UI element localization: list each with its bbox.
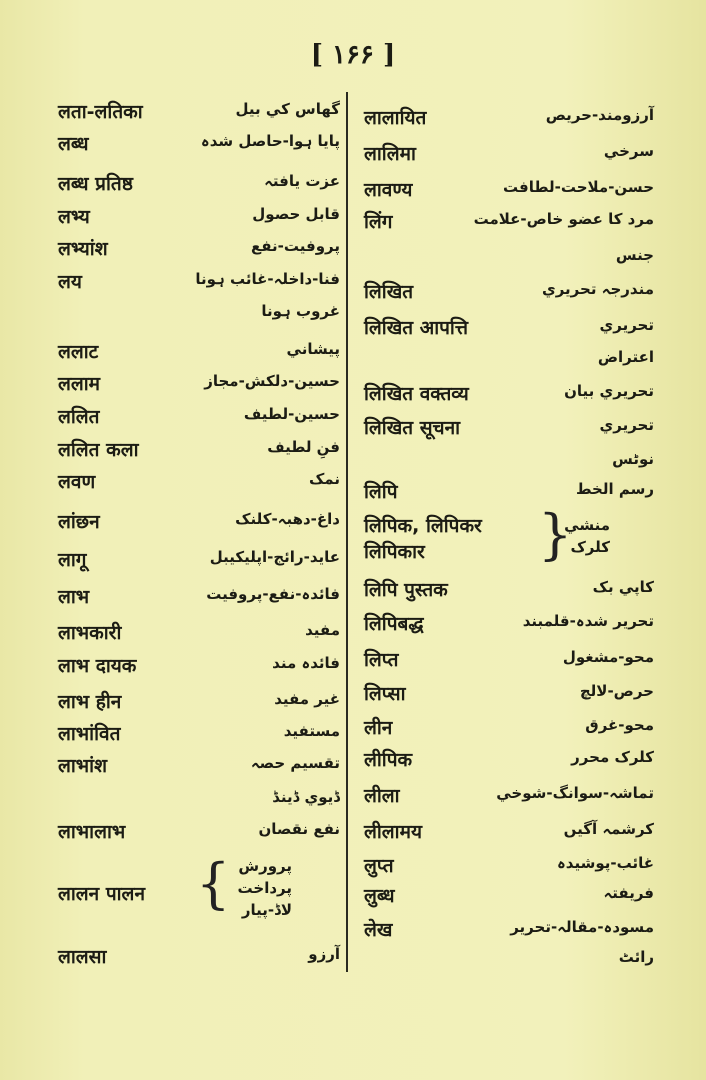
headword: लाभ [58,586,90,608]
headword: लिंग [364,211,393,233]
entry-row [58,688,340,718]
gloss: مسودہ-مقالہ-تحرير [510,918,654,936]
gloss: کرشمہ آگيں [563,820,654,838]
headword: ललाट [58,341,99,363]
gloss: ڈيوي ڈينڈ [272,788,340,806]
headword: लिप्सा [364,683,406,705]
gloss: اعتراض [597,348,654,366]
gloss-line: پرورش [238,857,292,875]
entry-row [58,752,340,782]
entry-row [364,852,654,882]
gloss: آرزو [308,945,340,963]
headword: लभ्य [58,206,90,228]
entry-row [364,782,654,812]
headword: लीलामय [364,821,422,843]
headword: लांछन [58,511,100,533]
gloss-line: منشي [564,516,610,534]
entry-row [58,583,340,613]
entry-row [364,680,654,710]
entry-row [364,714,654,744]
gloss: تحريري [599,316,654,334]
entry-row [364,916,654,946]
gloss: محو-غرق [585,716,654,734]
headword: लाभकारी [58,622,122,644]
brace-lipik: } [538,503,573,566]
lalan-palan-glosses [222,857,292,923]
headword: लब्ध [58,133,89,155]
gloss: محو-مشغول [562,648,654,666]
headword: ललाम [58,373,101,395]
entry-row [364,576,654,606]
gloss: حسن-ملاحت-لطافت [503,178,654,196]
headword: लवण [58,471,96,493]
headword: लाभ हीन [58,691,122,713]
gloss: حسين-دلکش-مجاز [204,372,340,390]
gloss: فنِ لطيف [267,438,340,456]
headword: लाभालाभ [58,821,126,843]
entry-row [364,610,654,640]
entry-row [364,278,654,308]
headword: लिप्त [364,649,399,671]
entry-row [364,414,654,444]
entry-row [364,478,654,508]
gloss: فائدہ مند [272,654,340,672]
headword: लाभ दायक [58,655,137,677]
gloss: حرص-لالچ [579,682,654,700]
headword: लिपि [364,481,398,503]
gloss-line: لاڈ-پيار [241,901,292,919]
gloss: جنس [615,246,654,264]
gloss: غروب ہونا [261,302,340,320]
entry-row [58,370,340,400]
headword: लिपिकार [364,541,425,563]
headword: लिपिक, लिपिकर [364,515,482,537]
headword: लुप्त [364,855,394,877]
gloss: گھاس کي بيل [235,100,340,118]
entry-row [364,346,654,376]
gloss: کلرک محرر [571,748,654,766]
entry-row [58,235,340,265]
entry-row [58,403,340,433]
entry-row [364,314,654,344]
headword: लिपि पुस्तक [364,579,448,601]
entry-row [58,268,340,298]
headword: लाभांवित [58,723,121,745]
headword: लालिमा [364,143,416,165]
entry-row [58,652,340,682]
entry-row [58,436,340,466]
gloss: کاپي بک [592,578,654,596]
headword: लीन [364,717,393,739]
entry-row [364,208,654,238]
page-number: [ ۱۶۶ ] [310,40,396,70]
gloss: عزت يافتہ [264,172,340,190]
gloss-line: پرداخت [237,879,292,897]
entry-row [364,646,654,676]
entry-row [364,140,654,170]
entry-row [58,818,340,848]
entry-row [364,244,654,274]
entry-row [58,203,340,233]
entry-row [58,170,340,200]
gloss: نوٹس [612,450,654,468]
gloss: نفع نقصان [258,820,340,838]
entry-row [364,104,654,134]
entry-row [58,786,340,816]
gloss: مندرجہ تحريري [541,280,654,298]
gloss: پيشاني [286,340,340,358]
entry-row [58,468,340,498]
gloss: عايد-رائج-اپلیکیبل [209,548,340,566]
gloss: تحريري [599,416,654,434]
gloss: قابل حصول [252,205,340,223]
entry-row [364,176,654,206]
headword: लय [58,271,82,293]
gloss: حسين-لطيف [243,405,340,423]
gloss: پروفيت-نفع [250,237,340,255]
headword: लीपिक [364,749,413,771]
headword: लेख [364,919,393,941]
gloss: مرد کا عضو خاص-علامت [473,210,654,228]
headword: लुब्ध [364,885,395,907]
headword: लता-लतिका [58,101,143,123]
entry-row [364,818,654,848]
headword: लब्ध प्रतिष्ठ [58,173,133,195]
headword: ललित [58,406,100,428]
gloss-line: کلرک [570,538,610,556]
gloss: رسم الخط [575,480,654,498]
entry-row [364,746,654,776]
headword: लीला [364,785,400,807]
entry-row [58,130,340,160]
headword: लिखित सूचना [364,417,461,439]
gloss: تقسيم حصہ [250,754,340,772]
gloss: سرخي [603,142,654,160]
column-divider [346,92,348,972]
headword: ललित कला [58,439,139,461]
gloss: آرزومند-حريص [545,106,654,124]
entry-row [364,448,654,478]
entry-row [58,98,340,128]
entry-row [58,720,340,750]
brace-lalan-palan: { [196,852,231,915]
gloss: فريفتہ [603,884,654,902]
gloss: فنا-داخلہ-غائب ہونا [195,270,340,288]
gloss: مستفيد [283,722,340,740]
gloss: غير مفيد [274,690,340,708]
entry-row [364,380,654,410]
entry-row [58,508,340,538]
gloss: غائب-پوشيدہ [557,854,654,872]
gloss: تحرير شدہ-قلمبند [522,612,654,630]
gloss: تحريري بيان [564,382,654,400]
headword: लालसा [58,946,107,968]
entry-row [58,300,340,330]
entry-row [58,619,340,649]
headword: लालायित [364,107,427,129]
entry-row [364,538,654,568]
gloss: داغ-دھبہ-کلنک [235,510,340,528]
gloss: مفيد [305,621,340,639]
headword: लालन पालन [58,883,145,905]
lipik-glosses [560,516,610,560]
entry-row [58,943,340,973]
headword: लिखित वक्तव्य [364,383,469,405]
headword: लिपिबद्ध [364,613,424,635]
gloss: نمک [308,470,340,488]
headword: लाभांश [58,755,108,777]
headword: लागू [58,549,87,571]
headword: लभ्यांश [58,238,108,260]
entry-row [364,882,654,912]
entry-row [58,546,340,576]
headword: लिखित [364,281,414,303]
headword: लावण्य [364,179,413,201]
entry-row [364,946,654,976]
gloss: رائٹ [618,948,654,966]
gloss: پايا ہوا-حاصل شدہ [200,132,340,150]
gloss: فائدہ-نفع-پروفيت [206,585,340,603]
headword: लिखित आपत्ति [364,317,468,339]
entry-row [58,338,340,368]
gloss: تماشہ-سوانگ-شوخي [496,784,654,802]
